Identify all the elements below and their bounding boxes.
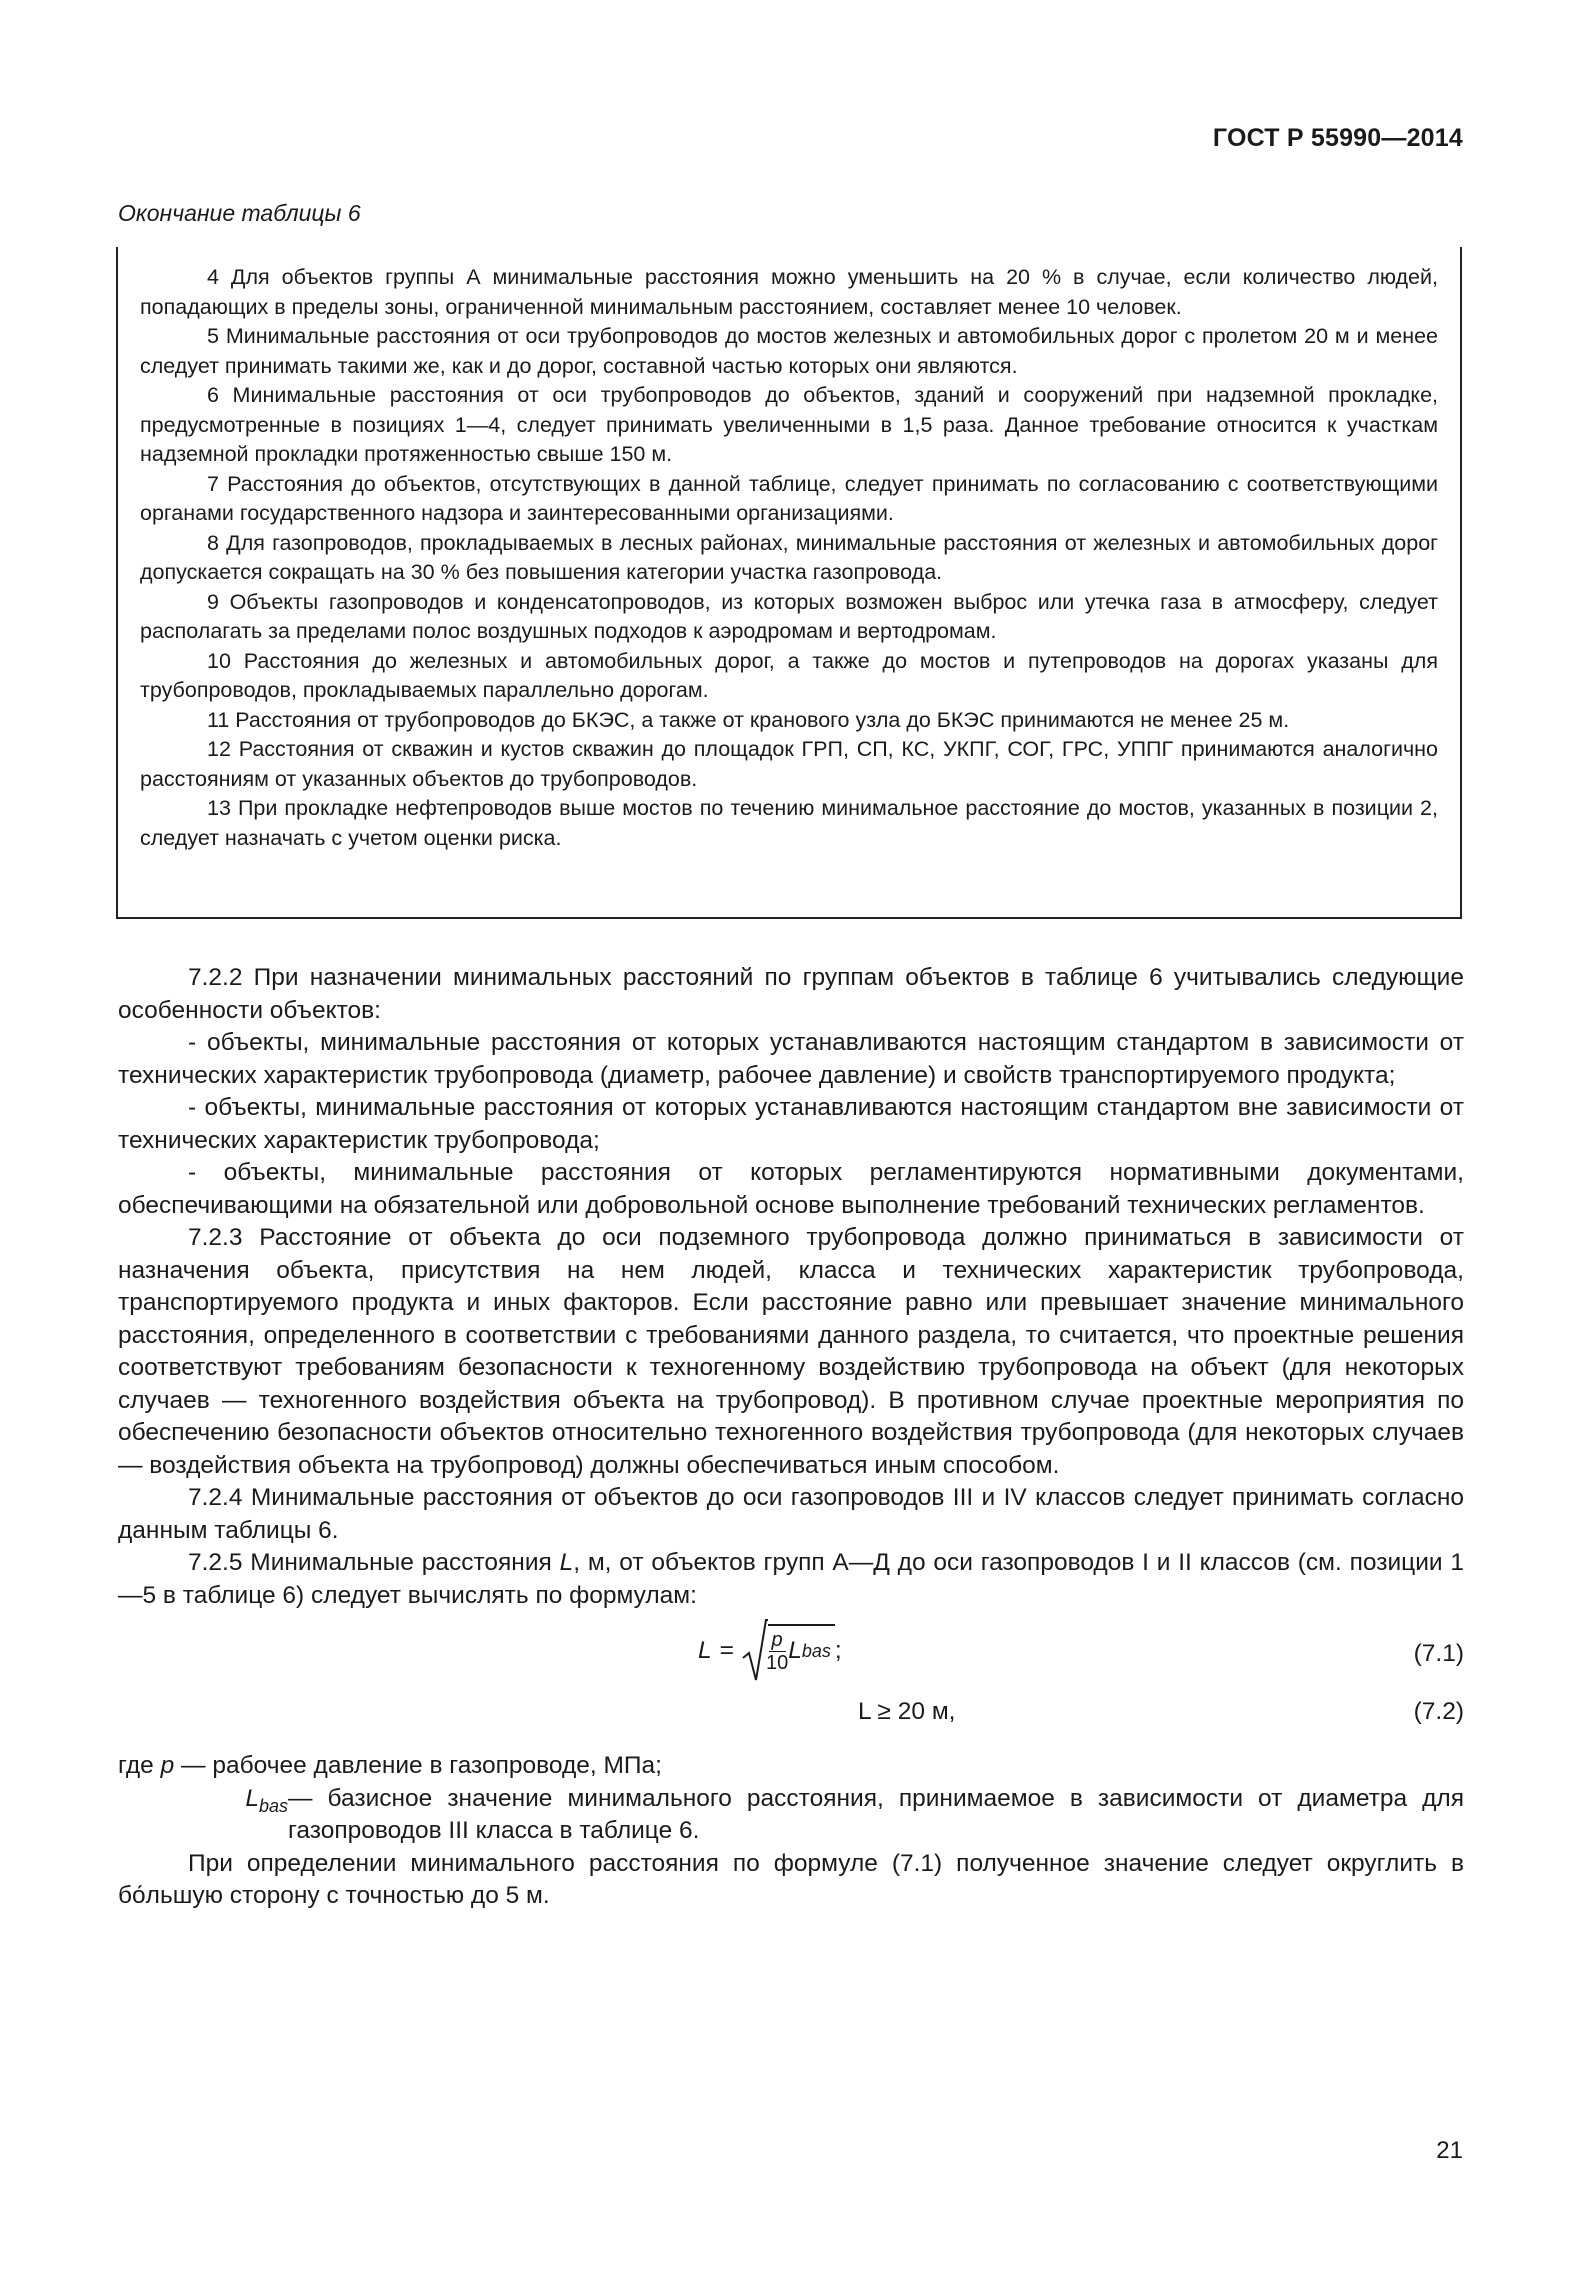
list-item: - объекты, минимальные расстояния от которых устанавливаются настоящим стандартом в зависимости от технических характеристик трубопровода (диаметр, рабочее давление) и свойств транспортируемого продукта;	[118, 1029, 1464, 1089]
fraction-p-over-10	[766, 1629, 788, 1674]
equation-number-7-1: (7.1)	[1413, 1640, 1464, 1667]
paragraph-7-2-3: 7.2.3 Расстояние от объекта до оси подземного трубопровода должно приниматься в зависимости от назначения объекта, присутствия на нем людей, класса и технических характеристик трубопровода, транспортируемого продукта и иных факторов. Если расстояние равно или превышает значение минимального расстояния, определенного в соответствии с требованиями данного раздела, то считается, что проектные решения соответствуют требованиям безопасности к техногенному воздействию трубопровода на объект (для некоторых случаев — техногенного воздействия объекта на трубопровод). В противном случае проектные мероприятия по обеспечению безопасности объектов относительно техногенного воздействия трубопровода (для некоторых случаев — воздействия объекта на трубопровод) должны обеспечиваться иным способом.	[118, 1224, 1464, 1479]
equation-number-7-2: (7.2)	[1413, 1698, 1464, 1725]
legend-lbas-description: — базисное значение минимального расстояния, принимаемое в зависимости от диаметра для газопроводов III класса в таблице 6.	[288, 1784, 1464, 1844]
paragraph-7-2-5-end: , м, от объектов групп А—Д до оси газопроводов I и II классов (см. позиции 1—5 в таблице 6) следует вычислять по формулам:	[118, 1549, 1465, 1609]
square-root-sign	[742, 1618, 835, 1684]
page-number: 21	[1436, 2137, 1463, 2164]
legend-symbol-lbas	[118, 1783, 288, 1848]
paragraph-7-2-2: 7.2.2 При назначении минимальных расстояний по группам объектов в таблице 6 учитывались следующие особенности объектов:	[118, 964, 1464, 1024]
table-note-8: 8 Для газопроводов, прокладываемых в лесных районах, минимальные расстояния от железных и автомобильных дорог допускается сокращать на 30 % без повышения категории участка газопровода.	[140, 530, 1438, 584]
formula-equals: =	[719, 1636, 734, 1664]
paragraph-7-2-5	[118, 1547, 1464, 1612]
legend-intro: где	[118, 1752, 161, 1779]
formula-7-1-expression	[698, 1618, 842, 1684]
radical-icon	[742, 1618, 768, 1684]
legend-symbol-L: L	[245, 1784, 259, 1812]
table-note-9: 9 Объекты газопроводов и конденсатопроводов, из которых возможен выброс или утечка газа в атмосферу, следует располагать за пределами полос воздушных подходов к аэродромам и вертодромам.	[140, 589, 1438, 643]
radicand	[765, 1624, 835, 1674]
legend-symbol-p: p	[160, 1752, 175, 1779]
factor-subscript: bas	[801, 1641, 831, 1662]
fraction-denominator: 10	[765, 1652, 789, 1674]
table-notes-box	[116, 247, 1462, 919]
legend-lbas	[118, 1783, 1464, 1848]
table-note-4: 4 Для объектов группы А минимальные расстояния можно уменьшить на 20 % в случае, если количество людей, попадающих в пределы зоны, ограниченной минимальным расстоянием, составляет менее 10 человек.	[140, 265, 1438, 319]
formula-7-2	[118, 1692, 1464, 1750]
formula-semicolon: ;	[834, 1636, 842, 1664]
symbol-L: L	[559, 1549, 574, 1576]
table-note-5: 5 Минимальные расстояния от оси трубопроводов до мостов железных и автомобильных дорог с пролетом 20 м и менее следует принимать такими же, как и до дорог, составной частью которых они являются.	[140, 324, 1438, 378]
list-item: - объекты, минимальные расстояния от которых устанавливаются настоящим стандартом вне зависимости от технических характеристик трубопровода;	[118, 1094, 1464, 1154]
paragraph-rounding: При определении минимального расстояния по формуле (7.1) полученное значение следует округлить в бо́льшую сторону с точностью до 5 м.	[118, 1849, 1464, 1909]
table-note-6: 6 Минимальные расстояния от оси трубопроводов до объектов, зданий и сооружений при надземной прокладке, предусмотренные в позициях 1—4, следует принимать увеличенными в 1,5 раза. Данное требование относится к участкам надземной прокладки протяженностью свыше 150 м.	[140, 383, 1438, 466]
table-caption: Окончание таблицы 6	[118, 200, 361, 226]
formula-lhs: L	[698, 1636, 712, 1664]
legend-p-description: — рабочее давление в газопроводе, МПа;	[174, 1752, 662, 1779]
fraction-numerator: p	[769, 1629, 786, 1652]
list-item: - объекты, минимальные расстояния от которых регламентируются нормативными документами, обеспечивающими на обязательной или добровольной основе выполнение требований технических регламентов.	[118, 1159, 1464, 1219]
formula-7-1	[118, 1612, 1464, 1692]
main-body-text	[118, 962, 1464, 1913]
table-note-7: 7 Расстояния до объектов, отсутствующих в данной таблице, следует принимать по согласованию с соответствующими органами государственного надзора и заинтересованными организациями.	[140, 471, 1438, 525]
factor-L: L	[788, 1637, 802, 1665]
paragraph-7-2-5-start: 7.2.5 Минимальные расстояния	[188, 1549, 560, 1576]
table-note-13: 13 При прокладке нефтепроводов выше мостов по течению минимальное расстояние до мостов, указанных в позиции 2, следует назначать с учетом оценки риска.	[140, 796, 1438, 850]
table-note-12: 12 Расстояния от скважин и кустов скважин до площадок ГРП, СП, КС, УКПГ, СОГ, ГРС, УППГ принимаются аналогично расстояниям от указанных объектов до трубопроводов.	[140, 737, 1438, 791]
legend-p	[118, 1750, 1464, 1783]
standard-code-header: ГОСТ Р 55990—2014	[1212, 124, 1463, 152]
paragraph-7-2-4: 7.2.4 Минимальные расстояния от объектов до оси газопроводов III и IV классов следует принимать согласно данным таблицы 6.	[118, 1484, 1464, 1544]
table-note-10: 10 Расстояния до железных и автомобильных дорог, а также до мостов и путепроводов на дорогах указаны для трубопроводов, прокладываемых параллельно дорогам.	[140, 648, 1438, 702]
legend-symbol-subscript: bas	[258, 1795, 288, 1816]
formula-7-2-expression: L ≥ 20 м,	[858, 1698, 956, 1725]
table-note-11: 11 Расстояния от трубопроводов до БКЭС, а также от кранового узла до БКЭС принимаются не менее 25 м.	[207, 707, 1290, 732]
